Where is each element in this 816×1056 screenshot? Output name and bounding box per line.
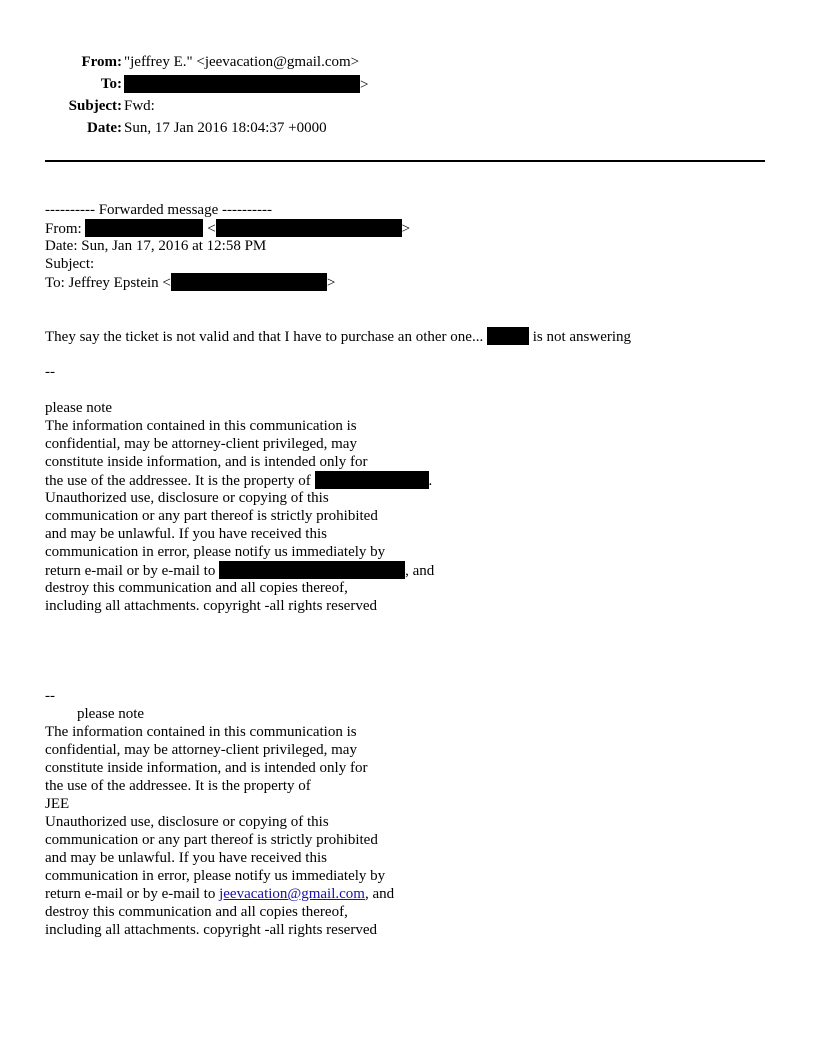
from-value: "jeffrey E." <jeevacation@gmail.com>: [124, 54, 360, 70]
forwarded-from-line: From: < >: [45, 221, 411, 237]
signature-dash: --: [45, 364, 55, 380]
date-label: Date:: [87, 120, 122, 136]
disclaimer-line: The information contained in this communication is: [45, 418, 357, 434]
disclaimer-line: communication or any part thereof is strictly prohibited: [45, 508, 378, 524]
disclaimer-line: destroy this communication and all copies thereof,: [45, 580, 348, 596]
disclaimer-line: destroy this communication and all copies thereof,: [45, 904, 348, 920]
forwarded-subject-line: Subject:: [45, 256, 95, 272]
disclaimer-line: please note: [45, 400, 113, 416]
disclaimer-line: confidential, may be attorney-client privileged, may: [45, 436, 357, 452]
date-value: Sun, 17 Jan 2016 18:04:37 +0000: [124, 120, 327, 136]
message-text: They say the ticket is not valid and that I have to purchase an other one... is not answering: [45, 329, 632, 345]
disclaimer-line: constitute inside information, and is intended only for: [45, 760, 368, 776]
disclaimer-line: including all attachments. copyright -all rights reserved: [45, 598, 377, 614]
redaction-bar: [219, 561, 405, 579]
forwarded-divider: ---------- Forwarded message ----------: [45, 202, 272, 218]
disclaimer-line: communication or any part thereof is strictly prohibited: [45, 832, 378, 848]
header-divider: [45, 160, 765, 162]
disclaimer-line: The information contained in this communication is: [45, 724, 357, 740]
disclaimer-line: please note: [77, 706, 145, 722]
redaction-bar: [85, 219, 203, 237]
disclaimer-line: including all attachments. copyright -all rights reserved: [45, 922, 377, 938]
to-value: >: [124, 75, 368, 94]
header-to-row: [0, 75, 816, 95]
disclaimer-line: communication in error, please notify us immediately by: [45, 868, 386, 884]
email-link[interactable]: jeevacation@gmail.com: [219, 886, 365, 902]
header-date-row: [0, 119, 816, 139]
forwarded-date-line: Date: Sun, Jan 17, 2016 at 12:58 PM: [45, 238, 267, 254]
disclaimer-line: and may be unlawful. If you have received this: [45, 850, 327, 866]
redaction-bar: [216, 219, 402, 237]
disclaimer-line: constitute inside information, and is intended only for: [45, 454, 368, 470]
disclaimer-line: JEE: [45, 796, 70, 812]
disclaimer-line: communication in error, please notify us immediately by: [45, 544, 386, 560]
redaction-bar: [315, 471, 429, 489]
redaction-bar: [171, 273, 327, 291]
disclaimer-line: Unauthorized use, disclosure or copying of this: [45, 814, 329, 830]
disclaimer-line: and may be unlawful. If you have received this: [45, 526, 327, 542]
disclaimer-line: return e-mail or by e-mail to jeevacation@gmail.com, and: [45, 886, 395, 902]
redaction-bar: [487, 327, 529, 345]
from-label: From:: [81, 54, 122, 70]
disclaimer-line: the use of the addressee. It is the property of: [45, 778, 311, 794]
disclaimer-line: Unauthorized use, disclosure or copying of this: [45, 490, 329, 506]
to-label: To:: [100, 76, 122, 92]
disclaimer-line: the use of the addressee. It is the property of .: [45, 473, 433, 489]
disclaimer-line: return e-mail or by e-mail to , and: [45, 563, 435, 579]
forwarded-to-line: To: Jeffrey Epstein < >: [45, 275, 336, 291]
disclaimer-line: confidential, may be attorney-client privileged, may: [45, 742, 357, 758]
signature-dash: --: [45, 688, 55, 704]
subject-label: Subject:: [68, 98, 122, 114]
redaction-bar: [124, 75, 360, 93]
header-from-row: [0, 53, 816, 73]
subject-value: Fwd:: [124, 98, 155, 114]
header-subject-row: [0, 97, 816, 117]
